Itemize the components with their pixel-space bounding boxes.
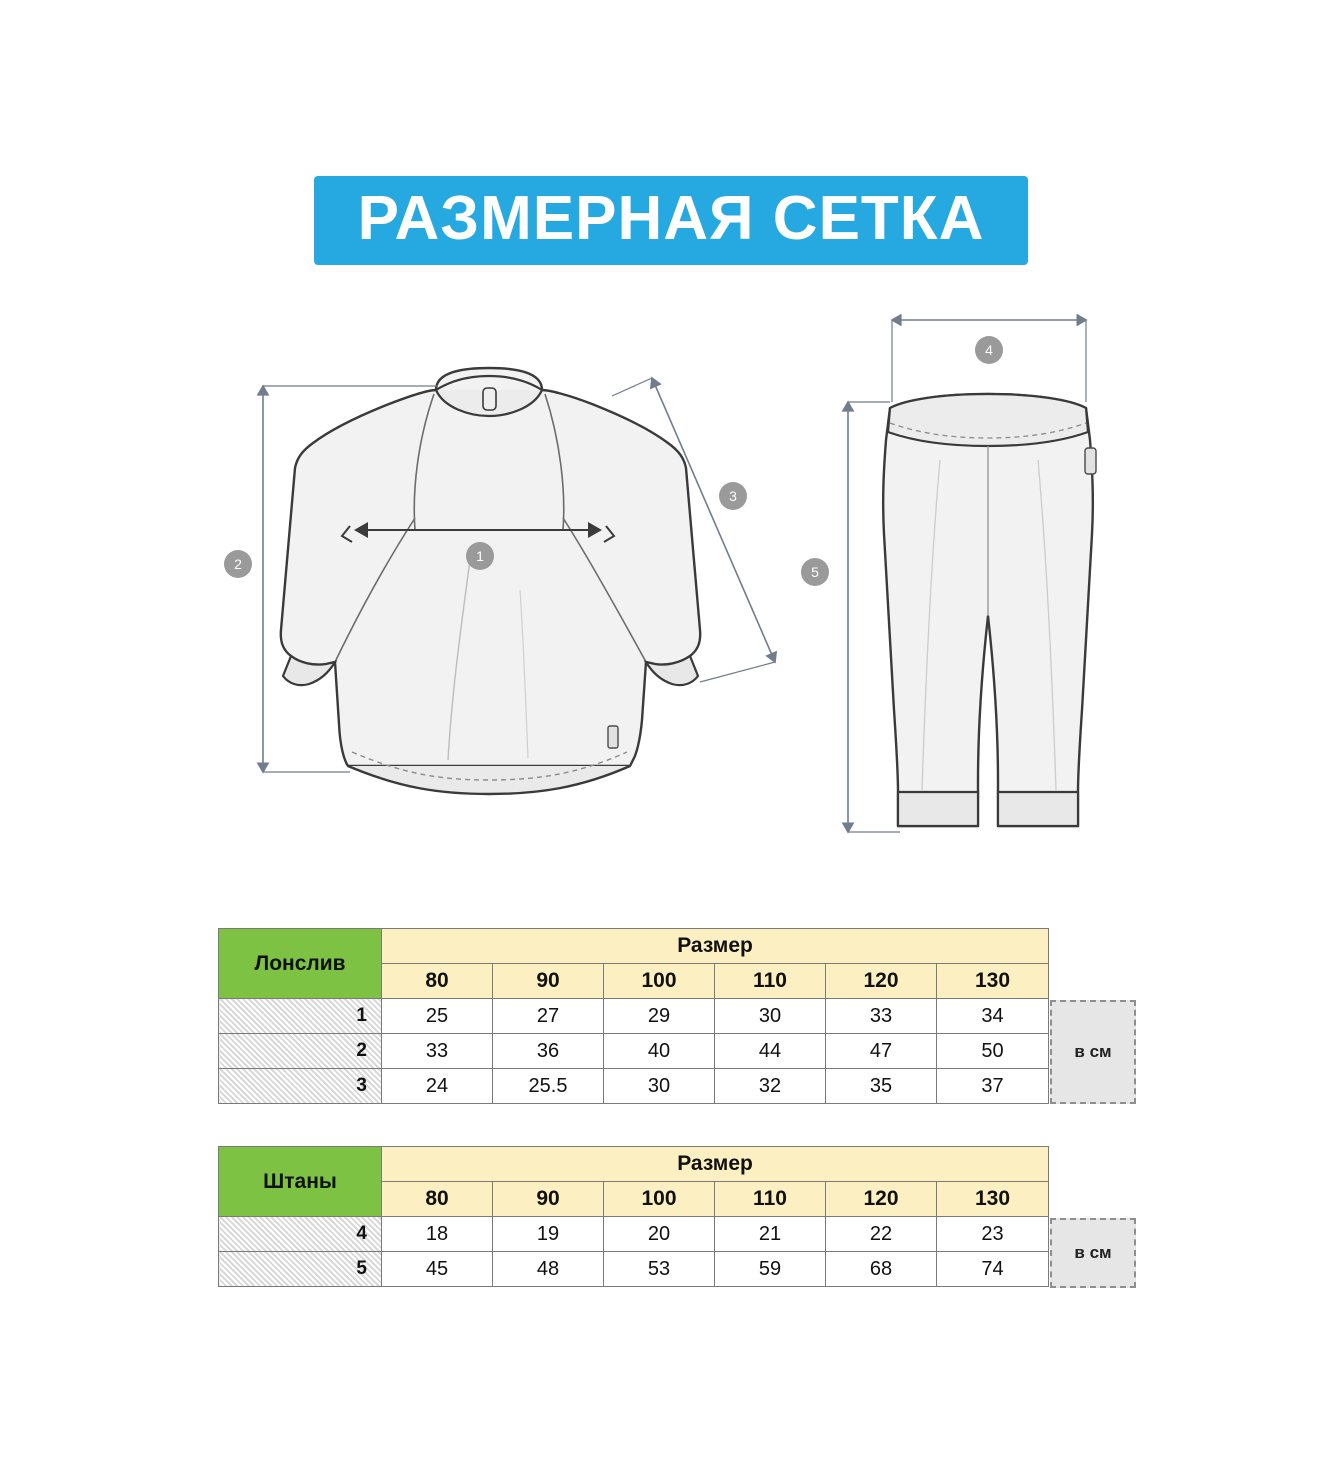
size-tables bbox=[218, 928, 1138, 1329]
callout-2-label: 2 bbox=[234, 556, 242, 572]
value-cell: 30 bbox=[604, 1069, 715, 1104]
value-cell: 21 bbox=[715, 1217, 826, 1252]
table-header-row bbox=[219, 1147, 1049, 1182]
value-cell: 33 bbox=[826, 999, 937, 1034]
row-number: 4 bbox=[219, 1217, 382, 1252]
size-cell: 120 bbox=[826, 964, 937, 999]
callout-4-waist bbox=[975, 336, 1003, 364]
size-cell: 80 bbox=[382, 964, 493, 999]
row-number: 5 bbox=[219, 1252, 382, 1287]
value-cell: 68 bbox=[826, 1252, 937, 1287]
value-cell: 48 bbox=[493, 1252, 604, 1287]
value-cell: 74 bbox=[937, 1252, 1049, 1287]
table-header-row bbox=[219, 929, 1049, 964]
pants-size-table bbox=[218, 1146, 1049, 1287]
size-cell: 130 bbox=[937, 1182, 1049, 1217]
value-cell: 25.5 bbox=[493, 1069, 604, 1104]
value-cell: 44 bbox=[715, 1034, 826, 1069]
row-number: 1 bbox=[219, 999, 382, 1034]
value-cell: 53 bbox=[604, 1252, 715, 1287]
value-cell: 50 bbox=[937, 1034, 1049, 1069]
callout-5-label: 5 bbox=[811, 564, 819, 580]
callout-3-label: 3 bbox=[729, 488, 737, 504]
size-cell: 130 bbox=[937, 964, 1049, 999]
callout-3-sleeve bbox=[719, 482, 747, 510]
value-cell: 29 bbox=[604, 999, 715, 1034]
table-row bbox=[219, 999, 1049, 1034]
callout-5-pants-length bbox=[801, 558, 829, 586]
callout-4-label: 4 bbox=[985, 342, 993, 358]
value-cell: 36 bbox=[493, 1034, 604, 1069]
table-row bbox=[219, 1252, 1049, 1287]
garment-illustration bbox=[0, 290, 1342, 870]
size-cell: 110 bbox=[715, 1182, 826, 1217]
value-cell: 40 bbox=[604, 1034, 715, 1069]
row-number: 3 bbox=[219, 1069, 382, 1104]
value-cell: 34 bbox=[937, 999, 1049, 1034]
table-title-longsleeve: Лонслив bbox=[219, 929, 382, 999]
value-cell: 22 bbox=[826, 1217, 937, 1252]
value-cell: 19 bbox=[493, 1217, 604, 1252]
garment-diagram-svg bbox=[0, 290, 1342, 870]
size-cell: 120 bbox=[826, 1182, 937, 1217]
longsleeve-table-block bbox=[218, 928, 1138, 1104]
value-cell: 37 bbox=[937, 1069, 1049, 1104]
table-title-pants: Штаны bbox=[219, 1147, 382, 1217]
table-row bbox=[219, 1069, 1049, 1104]
pants-drawing bbox=[883, 394, 1096, 826]
pants-table-block bbox=[218, 1146, 1138, 1287]
size-header: Размер bbox=[382, 929, 1049, 964]
size-cell: 100 bbox=[604, 964, 715, 999]
title-banner-wrapper bbox=[0, 176, 1342, 265]
size-cell: 100 bbox=[604, 1182, 715, 1217]
page-title: РАЗМЕРНАЯ СЕТКА bbox=[314, 176, 1029, 265]
unit-label: в см bbox=[1074, 1042, 1112, 1061]
callout-2-length bbox=[224, 550, 252, 578]
value-cell: 30 bbox=[715, 999, 826, 1034]
longsleeve-drawing bbox=[281, 368, 700, 794]
table-row bbox=[219, 1034, 1049, 1069]
table-row bbox=[219, 1217, 1049, 1252]
value-cell: 33 bbox=[382, 1034, 493, 1069]
value-cell: 35 bbox=[826, 1069, 937, 1104]
unit-badge-longsleeve bbox=[1050, 1000, 1136, 1104]
callout-1-chest bbox=[466, 542, 494, 570]
value-cell: 45 bbox=[382, 1252, 493, 1287]
size-header: Размер bbox=[382, 1147, 1049, 1182]
value-cell: 32 bbox=[715, 1069, 826, 1104]
value-cell: 20 bbox=[604, 1217, 715, 1252]
size-cell: 90 bbox=[493, 1182, 604, 1217]
longsleeve-size-table bbox=[218, 928, 1049, 1104]
value-cell: 24 bbox=[382, 1069, 493, 1104]
unit-badge-pants bbox=[1050, 1218, 1136, 1288]
value-cell: 18 bbox=[382, 1217, 493, 1252]
size-cell: 80 bbox=[382, 1182, 493, 1217]
row-number: 2 bbox=[219, 1034, 382, 1069]
size-cell: 90 bbox=[493, 964, 604, 999]
value-cell: 47 bbox=[826, 1034, 937, 1069]
value-cell: 27 bbox=[493, 999, 604, 1034]
value-cell: 59 bbox=[715, 1252, 826, 1287]
value-cell: 23 bbox=[937, 1217, 1049, 1252]
value-cell: 25 bbox=[382, 999, 493, 1034]
callout-1-label: 1 bbox=[476, 548, 484, 564]
size-cell: 110 bbox=[715, 964, 826, 999]
unit-label: в см bbox=[1074, 1243, 1112, 1262]
